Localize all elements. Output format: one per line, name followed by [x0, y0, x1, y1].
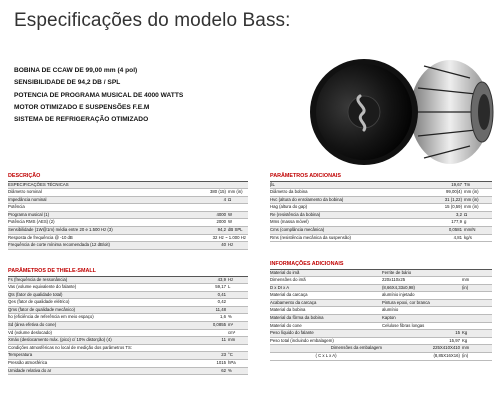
- table-row: [270, 315, 492, 323]
- row-unit: %: [228, 367, 232, 373]
- table-row: [270, 235, 492, 243]
- row-value: (8,66X4,33x0,98): [382, 284, 415, 290]
- row-unit: kg/s: [464, 234, 472, 240]
- row-value: Ferrite de bário: [382, 269, 412, 275]
- row-value: [198, 204, 226, 211]
- row-unit: cm³: [228, 329, 236, 335]
- row-label: Rms (resistência mecânica da suspensão): [270, 234, 351, 240]
- table-row: [8, 322, 248, 330]
- row-label: ( C x L x A): [315, 353, 337, 359]
- row-value: 11,48: [215, 306, 226, 312]
- row-label: Material do imã: [270, 269, 300, 275]
- table-row: [270, 345, 492, 353]
- row-unit: mm (in): [464, 196, 479, 202]
- row-unit: Ω: [228, 196, 232, 202]
- row-label: D x DI x A: [270, 284, 290, 290]
- row-value: Pintura epoxi, cor branca: [382, 299, 430, 305]
- feature-item: SENSIBILIDADE DE 94,2 DB / SPL: [14, 79, 121, 87]
- row-value: 23: [221, 352, 226, 358]
- row-label: βL: [270, 181, 275, 187]
- table-row: [270, 182, 492, 190]
- table-row: [8, 197, 248, 205]
- table-row: [8, 299, 248, 307]
- table-row: [270, 285, 492, 293]
- section-title: INFORMAÇÕES ADICIONAIS: [270, 260, 492, 270]
- table-row: [270, 277, 492, 285]
- section-title: PARÂMETROS DE THIELE-SMALL: [8, 267, 248, 277]
- row-value: 3,2: [456, 211, 462, 217]
- row-label: Dimensões do imã: [270, 277, 306, 283]
- feature-list: [14, 65, 183, 126]
- row-value: [198, 182, 226, 189]
- table-row: [270, 323, 492, 331]
- row-unit: hPa: [228, 360, 236, 366]
- row-value: 15: [455, 330, 460, 336]
- row-value: 19,67: [451, 181, 462, 187]
- table-row: [8, 189, 248, 197]
- row-label: Sensibilidade (1W@1m) média entre 20 e 1.500 Hz (3): [8, 227, 113, 233]
- row-label: ho (eficiência de referência em meio espaço): [8, 314, 94, 320]
- row-label: Re (resistência da bobina): [270, 211, 321, 217]
- row-value: alumínio: [382, 307, 399, 313]
- row-unit: [460, 270, 490, 277]
- row-value: 59,17: [215, 284, 226, 290]
- row-value: 11: [221, 337, 226, 343]
- row-unit: [246, 235, 248, 242]
- row-value: 4000: [216, 211, 226, 217]
- row-unit: W: [228, 211, 233, 217]
- row-unit: mm: [462, 277, 470, 283]
- row-unit: Hz: [228, 276, 234, 282]
- row-unit: [460, 292, 490, 299]
- row-unit: mm: [228, 337, 236, 343]
- row-label: Material do cone: [270, 322, 302, 328]
- row-label: Material da bobina: [270, 307, 306, 313]
- row-label: Fs (frequência de ressonância): [8, 276, 68, 282]
- table-row: [8, 352, 248, 360]
- row-label: Hag (altura do gap): [270, 204, 308, 210]
- section-title: PARÂMETROS ADICIONAIS: [270, 172, 492, 182]
- row-label: Peso total (incluindo embalagem): [270, 337, 334, 343]
- row-label: Potência: [8, 204, 25, 210]
- row-label: Diâmetro nominal: [8, 189, 42, 195]
- row-unit: (in): [462, 284, 469, 290]
- row-unit: [226, 292, 248, 299]
- row-unit: [226, 307, 248, 314]
- row-label: Material da fôrma da bobina: [270, 315, 324, 321]
- row-value: 380 (15): [209, 189, 226, 195]
- table-row: [270, 353, 492, 361]
- table-row: [8, 219, 248, 227]
- row-label: Impedância nominal: [8, 196, 47, 202]
- table-row: [270, 330, 492, 338]
- table-row: [8, 307, 248, 315]
- table-row: [270, 227, 492, 235]
- row-label: Programa musical (1): [8, 211, 50, 217]
- row-label: Xmáx (deslocamento máx. (pico) c/ 10% distorção) (4): [8, 337, 112, 343]
- row-unit: L: [228, 284, 231, 290]
- table-row: [270, 219, 492, 227]
- row-label: Qms (fator de qualidade mecânico): [8, 306, 76, 312]
- row-value: 0,0581: [448, 227, 462, 233]
- row-label: Temperatura: [8, 352, 33, 358]
- table-row: [270, 300, 492, 308]
- row-label: Material da carcaça: [270, 292, 308, 298]
- table-row: [270, 338, 492, 346]
- row-value: 4,81: [453, 234, 462, 240]
- row-unit: mm/N: [464, 227, 476, 233]
- feature-item: SISTEMA DE REFRIGERAÇÃO OTIMIZADO: [14, 116, 149, 124]
- row-unit: mm (in): [464, 189, 479, 195]
- table-row: [270, 212, 492, 220]
- row-unit: mm (in): [228, 189, 243, 195]
- row-label: Sd (área efetiva do cone): [8, 322, 57, 328]
- row-unit: [460, 323, 490, 330]
- row-unit: m²: [228, 322, 234, 328]
- row-value: 1,6: [220, 314, 226, 320]
- row-value: 0,42: [217, 299, 226, 305]
- table-row: [270, 197, 492, 205]
- feature-item: BOBINA DE CCAW DE 99,00 mm (4 pol): [14, 67, 138, 74]
- row-value: 4: [223, 196, 226, 202]
- row-unit: %: [228, 314, 232, 320]
- row-value: 15,97: [449, 337, 460, 343]
- row-value: 225X410X410: [432, 345, 460, 351]
- row-label: Condições atmosféricas no local de medição dos parâmetros TS:: [8, 344, 133, 350]
- row-value: Celulose fibras longas: [382, 322, 425, 328]
- row-value: 1015: [216, 360, 226, 366]
- row-label: Mms (massa móvel): [270, 219, 309, 225]
- informacoes-adicionais-table: [270, 260, 492, 361]
- row-label: Acabamento da carcaça: [270, 299, 317, 305]
- table-row: [8, 292, 248, 300]
- row-label: Frequência de corte mínima recomendada (12 dB/oit): [8, 242, 110, 248]
- table-row: [8, 277, 248, 285]
- row-label: Umidade relativa do ar: [8, 367, 52, 373]
- row-unit: [460, 315, 490, 322]
- table-row: [8, 227, 248, 235]
- row-value: 99,00(4): [445, 189, 462, 195]
- table-row: [8, 212, 248, 220]
- row-unit: g: [464, 219, 467, 225]
- table-row: [8, 284, 248, 292]
- row-label: Dimensões da embalagem: [330, 345, 382, 351]
- thiele-small-table: [8, 267, 248, 375]
- table-row: [270, 189, 492, 197]
- row-unit: mm (in): [464, 204, 479, 210]
- row-label: Diâmetro da bobina: [270, 189, 308, 195]
- feature-item: POTENCIA DE PROGRAMA MUSICAL DE 4000 WATTS: [14, 91, 184, 99]
- row-label: Vas (volume equivalente do falante): [8, 284, 77, 290]
- row-unit: W: [228, 219, 233, 225]
- table-row: [8, 337, 248, 345]
- row-unit: [226, 299, 248, 306]
- table-row: [270, 292, 492, 300]
- row-value: (8,85X16X16): [433, 353, 460, 359]
- table-row: [8, 360, 248, 368]
- row-unit: (in): [462, 353, 469, 359]
- table-row: [8, 330, 248, 338]
- row-unit: °C: [228, 352, 233, 358]
- row-label: Cms (complância mecânica): [270, 227, 325, 233]
- feature-item: MOTOR OTIMIZADO E SUSPENSÕES F.E.M: [14, 103, 150, 111]
- row-value: 40: [221, 242, 226, 248]
- parametros-adicionais-table: [270, 172, 492, 242]
- row-value: 220x110x25: [382, 277, 406, 283]
- table-row: [270, 204, 492, 212]
- row-label: Potência RMS (AES) (2): [8, 219, 55, 225]
- table-row: [8, 235, 248, 243]
- row-value: 32 Hz ~ 1.000 Hz: [212, 234, 246, 240]
- row-label: Resposta de frequência @ -10 dB: [8, 234, 73, 240]
- row-value: alumínio injetado: [382, 292, 415, 298]
- row-label: Vd (volume deslocado): [8, 329, 52, 335]
- row-value: 43,9: [217, 276, 226, 282]
- table-row: [8, 242, 248, 250]
- row-value: 31 (1,22): [444, 196, 462, 202]
- table-row: [270, 270, 492, 278]
- row-unit: [226, 204, 248, 211]
- row-unit: [226, 182, 248, 189]
- row-value: 15 (0,59): [444, 204, 462, 210]
- row-value: [198, 330, 226, 337]
- row-unit: Tm: [464, 181, 471, 187]
- row-unit: mm: [462, 345, 470, 351]
- row-value: 94,2: [217, 227, 226, 233]
- row-unit: Kg: [462, 330, 468, 336]
- row-label: Qts (fator de qualidade total): [8, 291, 63, 297]
- row-label: Qes (fator de qualidade elétrico): [8, 299, 70, 305]
- row-label: Pressão atmosférica: [8, 360, 48, 366]
- row-value: Kapton: [382, 315, 396, 321]
- table-row: [8, 204, 248, 212]
- row-unit: [460, 307, 490, 314]
- row-label: Peso líquido do falante: [270, 330, 314, 336]
- row-label: ESPECIFICAÇÕES TÉCNICAS: [8, 181, 69, 187]
- row-value: 2000: [216, 219, 226, 225]
- subwoofer-image: [300, 58, 496, 166]
- section-title: DESCRIÇÃO: [8, 172, 248, 182]
- row-label: Hvc (altura do enrolamento da bobina): [270, 196, 344, 202]
- table-row: [8, 314, 248, 322]
- table-row: [8, 182, 248, 190]
- descricao-table: [8, 172, 248, 250]
- row-unit: Ω: [464, 211, 468, 217]
- row-unit: [460, 300, 490, 307]
- row-value: 62: [221, 367, 226, 373]
- row-unit: dB SPL: [228, 227, 243, 233]
- table-row: [8, 345, 248, 353]
- page-title: Especificações do modelo Bass:: [14, 10, 291, 31]
- row-value: 177,9: [451, 219, 462, 225]
- table-row: [270, 307, 492, 315]
- row-value: 0,0855: [212, 322, 226, 328]
- row-unit: Kg: [462, 337, 468, 343]
- row-unit: Hz: [228, 242, 234, 248]
- row-value: 0,41: [217, 291, 226, 297]
- table-row: [8, 368, 248, 376]
